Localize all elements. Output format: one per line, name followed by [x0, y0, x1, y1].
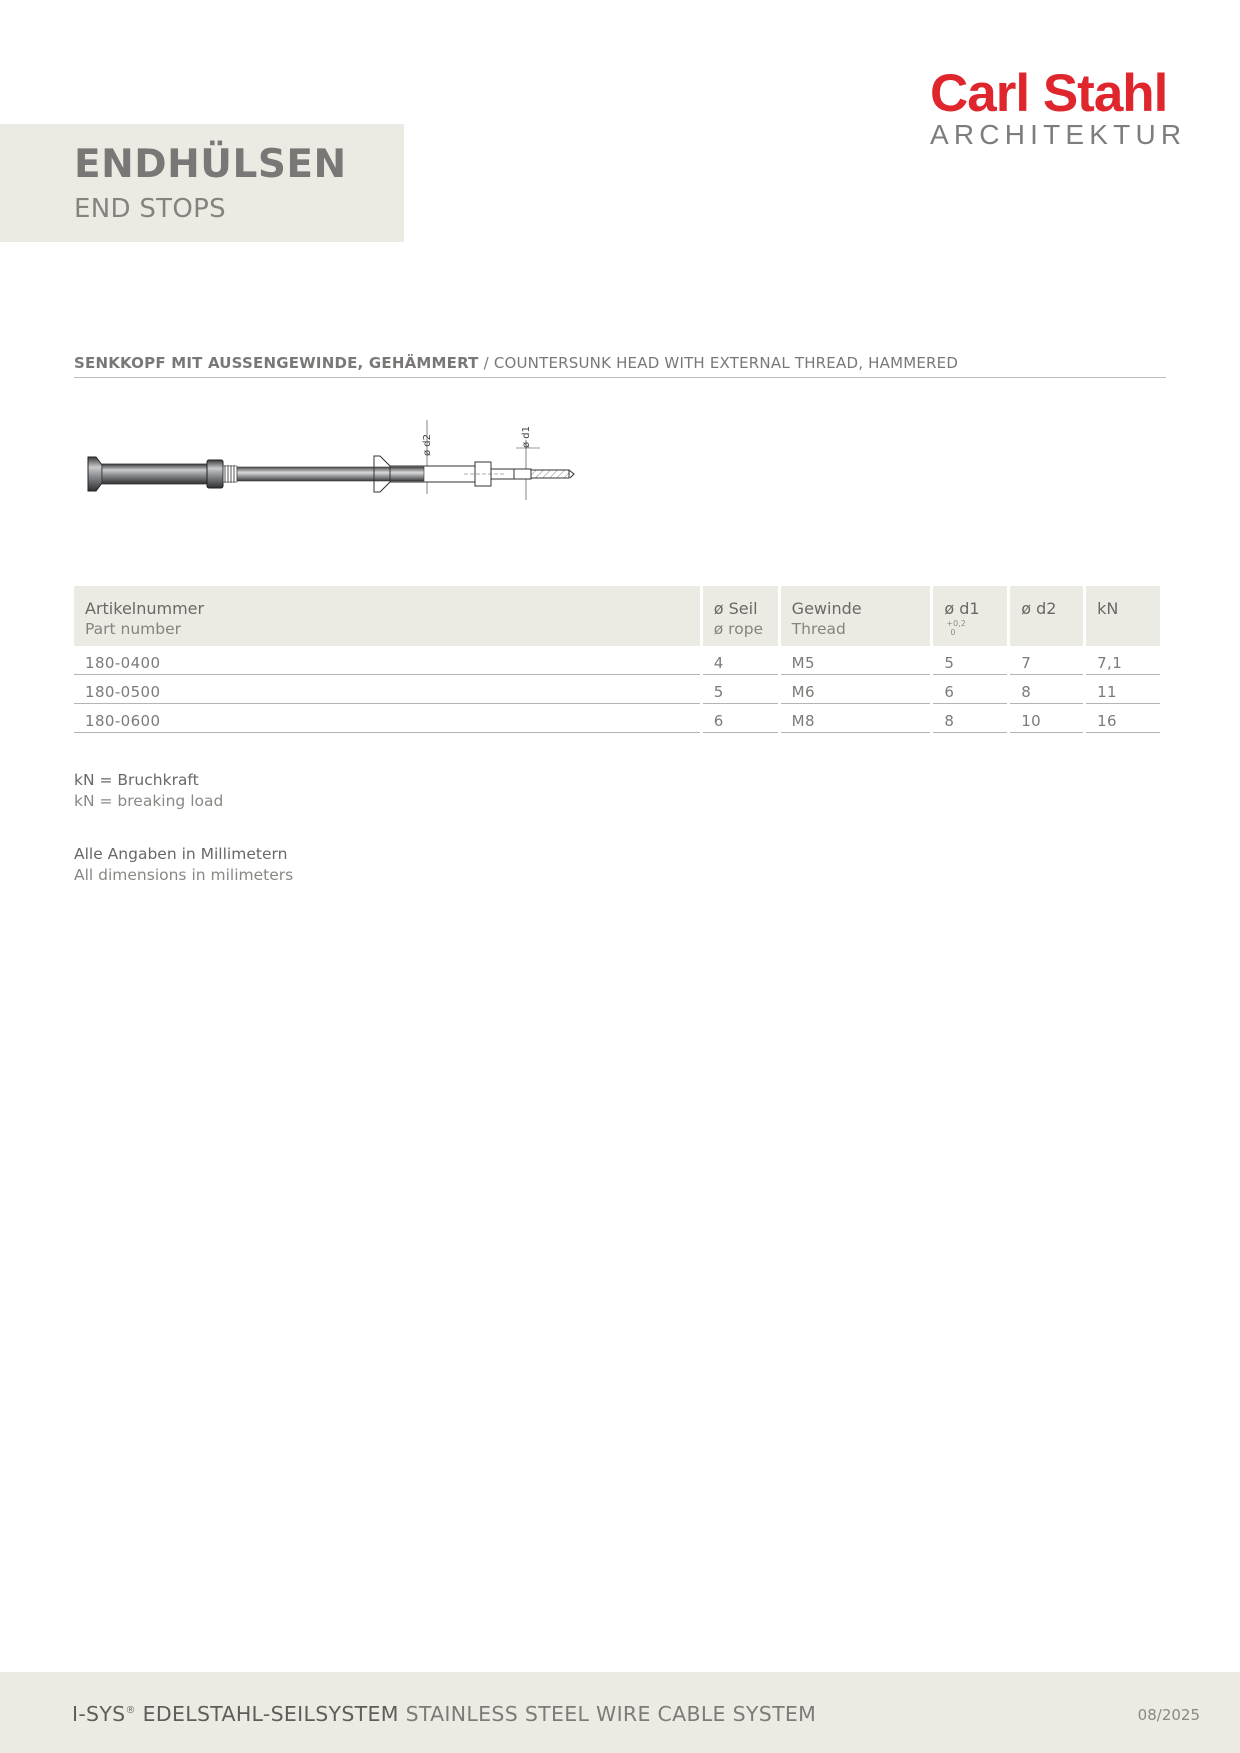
- section-title-de: SENKKOPF MIT AUSSENGEWINDE, GEHÄMMERT: [74, 354, 479, 372]
- footer-brand: I-SYS: [72, 1702, 126, 1726]
- section-title-en: COUNTERSUNK HEAD WITH EXTERNAL THREAD, HAMMERED: [493, 354, 959, 372]
- col-kn: kN: [1086, 586, 1160, 646]
- col-d2: ø d2: [1010, 586, 1083, 646]
- footer-title-en: STAINLESS STEEL WIRE CABLE SYSTEM: [405, 1702, 817, 1726]
- product-photo-and-drawing: [84, 420, 624, 505]
- note-breaking-load: kN = Bruchkraft kN = breaking load: [74, 771, 224, 810]
- col-thread: Gewinde Thread: [781, 586, 931, 646]
- product-images: [84, 420, 624, 505]
- table-row: 180-0500 5 M6 6 8 11: [74, 675, 1160, 704]
- col-rope: ø Seil ø rope: [703, 586, 778, 646]
- brand-logo: [930, 66, 1188, 150]
- section-heading: [74, 354, 1166, 378]
- d1-tolerance-lower: 0: [950, 628, 956, 637]
- page-subtitle: END STOPS: [74, 194, 226, 224]
- label-d2: ø d2: [422, 433, 433, 456]
- logo-name: Carl Stahl: [930, 64, 1168, 123]
- col-d1: ø d1 +0,2 0: [933, 586, 1007, 646]
- col-part-number: Artikelnummer Part number: [74, 586, 700, 646]
- note-dimensions: Alle Angaben in Millimetern All dimensions in milimeters: [74, 845, 294, 884]
- table-row: 180-0600 6 M8 8 10 16: [74, 704, 1160, 733]
- footer-title-de: EDELSTAHL-SEILSYSTEM: [142, 1702, 399, 1726]
- technical-drawing: [374, 420, 574, 500]
- footer-date: 08/2025: [1137, 1706, 1200, 1724]
- registered-mark: ®: [125, 1705, 136, 1717]
- logo-subtitle: ARCHITEKTUR: [930, 119, 1187, 150]
- section-separator: /: [478, 354, 494, 372]
- specs-table: [71, 586, 1163, 733]
- d1-tolerance-upper: +0,2: [946, 619, 966, 628]
- page-footer: [0, 1672, 1240, 1753]
- table-header-row: [74, 586, 1160, 646]
- page-title: ENDHÜLSEN: [74, 142, 347, 187]
- label-d1: ø d1: [521, 425, 532, 448]
- footer-title: [72, 1702, 816, 1726]
- title-block: [0, 124, 404, 242]
- table-row: 180-0400 4 M5 5 7 7,1: [74, 646, 1160, 675]
